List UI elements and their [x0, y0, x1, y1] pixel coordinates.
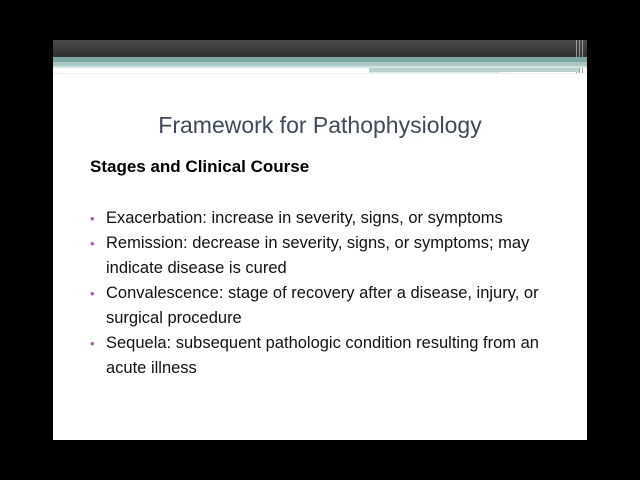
header-divider [53, 73, 587, 74]
header-dark-bar [53, 40, 587, 57]
bullet-item [90, 206, 560, 231]
slide-title: Framework for Pathophysiology [158, 112, 482, 138]
bullet-item [90, 231, 560, 281]
slide-subtitle: Stages and Clinical Course [90, 157, 310, 176]
bullet-text: Remission: decrease in severity, signs, or symptoms; may indicate disease is cured [106, 234, 530, 277]
bullet-list [90, 206, 560, 381]
bullet-item [90, 281, 560, 331]
bullet-text: Exacerbation: increase in severity, signs, or symptoms [106, 209, 503, 227]
bullet-dot-icon: • [90, 236, 95, 251]
bullet-dot-icon: • [90, 336, 95, 351]
slide [53, 40, 587, 440]
bullet-item [90, 331, 560, 381]
bullet-dot-icon: • [90, 211, 95, 226]
bullet-text: Convalescence: stage of recovery after a disease, injury, or surgical procedure [106, 284, 539, 327]
bullet-text: Sequela: subsequent pathologic condition resulting from an acute illness [106, 334, 539, 377]
bullet-dot-icon: • [90, 286, 95, 301]
